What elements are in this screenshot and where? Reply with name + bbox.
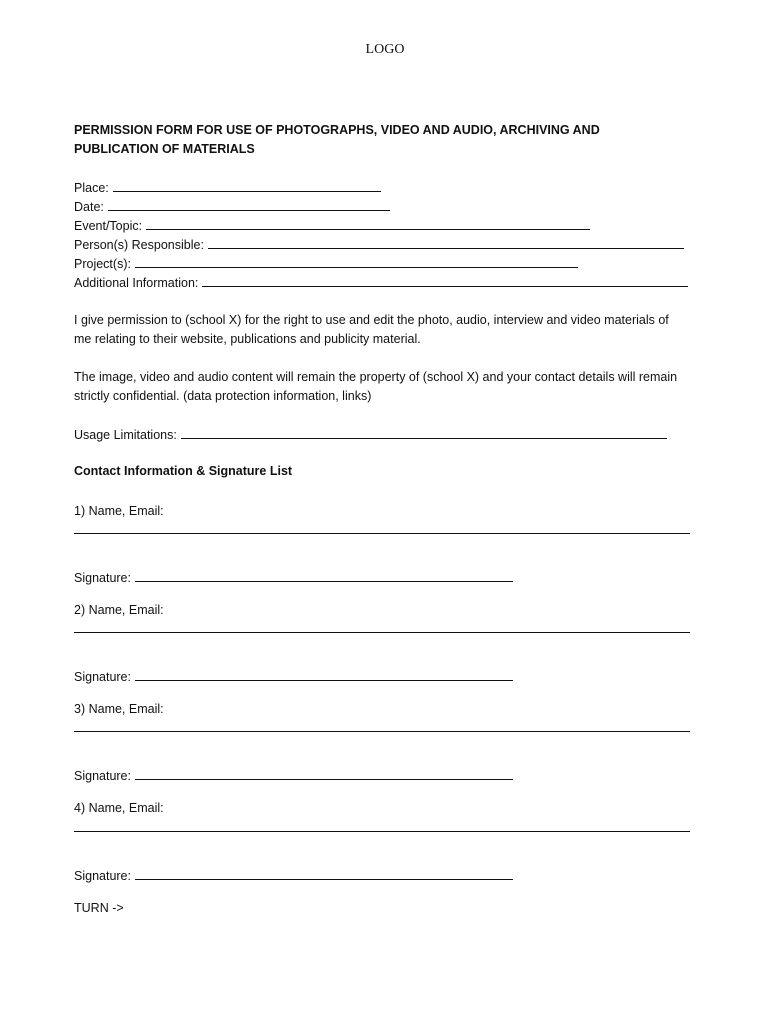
entry-1-label: 1) Name, Email: bbox=[74, 504, 164, 518]
entry-4-label: 4) Name, Email: bbox=[74, 801, 164, 815]
date-label: Date: bbox=[74, 200, 104, 214]
event-topic-row bbox=[74, 216, 590, 236]
date-field[interactable] bbox=[108, 197, 390, 211]
form-title-line-2: PUBLICATION OF MATERIALS bbox=[74, 142, 255, 156]
form-title-line-1: PERMISSION FORM FOR USE OF PHOTOGRAPHS, VIDEO AND AUDIO, ARCHIVING AND bbox=[74, 123, 600, 137]
projects-label: Project(s): bbox=[74, 257, 131, 271]
event-topic-field[interactable] bbox=[146, 216, 590, 230]
entry-3-signature-field[interactable] bbox=[135, 766, 513, 780]
property-text-line-2: strictly confidential. (data protection information, links) bbox=[74, 389, 372, 403]
entry-3-signature-label: Signature: bbox=[74, 769, 131, 783]
permission-text-line-1: I give permission to (school X) for the right to use and edit the photo, audio, interview and video materials of bbox=[74, 313, 669, 327]
entry-3-signature-row bbox=[74, 766, 513, 786]
entry-4-name-email-field[interactable] bbox=[74, 831, 690, 832]
place-label: Place: bbox=[74, 181, 109, 195]
persons-responsible-field[interactable] bbox=[208, 235, 684, 249]
entry-3-name-email-field[interactable] bbox=[74, 731, 690, 732]
entry-2-signature-field[interactable] bbox=[135, 667, 513, 681]
logo-placeholder: LOGO bbox=[365, 42, 405, 57]
entry-2-name-email-field[interactable] bbox=[74, 632, 690, 633]
usage-limitations-label: Usage Limitations: bbox=[74, 428, 177, 442]
entry-4-signature-row bbox=[74, 866, 513, 886]
entry-2-signature-row bbox=[74, 667, 513, 687]
turn-page-note: TURN -> bbox=[74, 901, 124, 915]
persons-responsible-label: Person(s) Responsible: bbox=[74, 238, 204, 252]
permission-text-line-2: me relating to their website, publications and publicity material. bbox=[74, 332, 421, 346]
entry-1-name-email-field[interactable] bbox=[74, 533, 690, 534]
date-row bbox=[74, 197, 390, 217]
additional-information-row bbox=[74, 273, 688, 293]
projects-field[interactable] bbox=[135, 254, 578, 268]
place-row bbox=[74, 178, 381, 198]
entry-2-signature-label: Signature: bbox=[74, 670, 131, 684]
projects-row bbox=[74, 254, 578, 274]
contact-heading: Contact Information & Signature List bbox=[74, 464, 293, 478]
entry-1-signature-row bbox=[74, 568, 513, 588]
entry-4-signature-label: Signature: bbox=[74, 869, 131, 883]
usage-limitations-row bbox=[74, 425, 667, 445]
place-field[interactable] bbox=[113, 178, 381, 192]
event-topic-label: Event/Topic: bbox=[74, 219, 143, 233]
entry-3-label: 3) Name, Email: bbox=[74, 702, 164, 716]
entry-1-signature-label: Signature: bbox=[74, 571, 131, 585]
additional-information-label: Additional Information: bbox=[74, 276, 199, 290]
additional-information-field[interactable] bbox=[202, 273, 688, 287]
entry-4-signature-field[interactable] bbox=[135, 866, 513, 880]
property-text-line-1: The image, video and audio content will remain the property of (school X) and your contact details will remain bbox=[74, 370, 678, 384]
usage-limitations-field[interactable] bbox=[181, 425, 667, 439]
entry-2-label: 2) Name, Email: bbox=[74, 603, 164, 617]
entry-1-signature-field[interactable] bbox=[135, 568, 513, 582]
persons-responsible-row bbox=[74, 235, 684, 255]
